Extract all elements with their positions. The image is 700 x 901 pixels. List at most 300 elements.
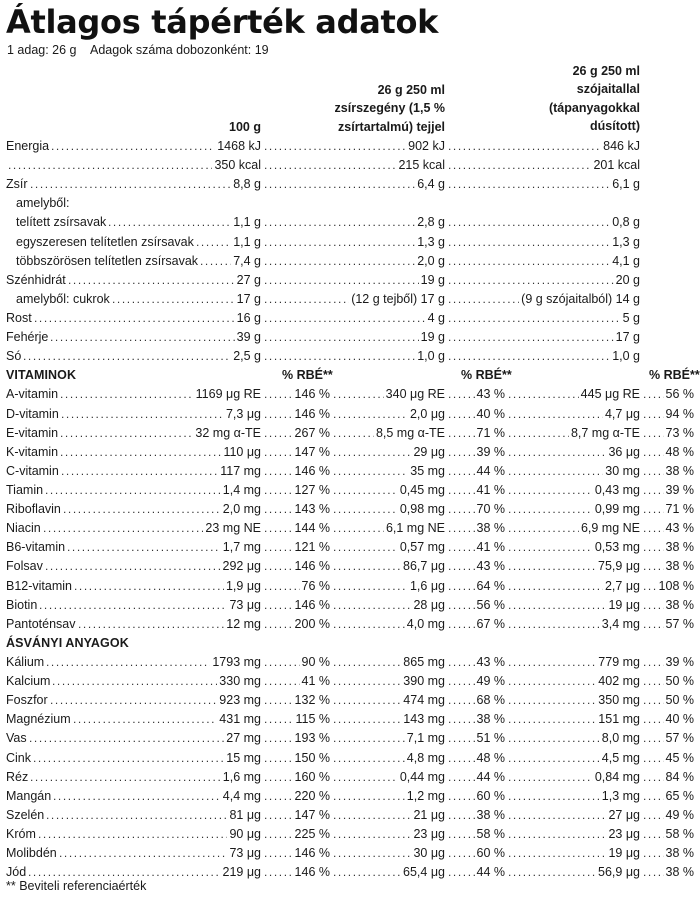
value-a xyxy=(78,615,261,634)
rbe-b xyxy=(448,385,505,404)
dot-leader xyxy=(34,309,235,328)
value-text: 19 μg xyxy=(608,846,640,861)
dot-leader xyxy=(508,557,596,576)
rbe-a xyxy=(264,691,330,710)
dot-leader xyxy=(46,653,210,672)
nutrient-row xyxy=(0,577,700,596)
value-c xyxy=(508,385,640,404)
value-text: 0,44 mg xyxy=(399,769,445,784)
rbe-c xyxy=(643,443,694,462)
rbe-b xyxy=(448,500,505,519)
value-text: 4,0 mg xyxy=(406,616,445,631)
nutrient-label: Zsír xyxy=(6,177,28,192)
value-text: 350 kcal xyxy=(214,158,261,173)
value-b xyxy=(333,615,445,634)
value-text: 1,9 μg xyxy=(225,578,261,593)
dot-leader xyxy=(333,749,405,768)
rbe-text: 39 % xyxy=(476,444,505,459)
value-b xyxy=(264,137,445,156)
nutrient-label: Jód xyxy=(6,865,27,880)
rbe-text: 48 % xyxy=(476,750,505,765)
dot-leader xyxy=(508,672,596,691)
dot-leader xyxy=(264,213,415,232)
nutrient-label: Vas xyxy=(6,731,27,746)
dot-leader xyxy=(333,462,408,481)
value-text: 2,7 μg xyxy=(604,578,640,593)
dot-leader xyxy=(30,175,231,194)
nutrient-row xyxy=(0,672,700,691)
dot-leader xyxy=(264,443,293,462)
rbe-c xyxy=(643,825,694,844)
rbe-text: 160 % xyxy=(294,769,330,784)
value-b xyxy=(333,385,445,404)
dot-leader xyxy=(53,787,221,806)
dot-leader xyxy=(643,500,664,519)
rbe-b xyxy=(448,710,505,729)
value-text: (12 g tejből) 17 g xyxy=(351,291,445,306)
value-a xyxy=(50,328,261,347)
value-text: 6,9 mg NE xyxy=(580,521,640,536)
rbe-text: 143 % xyxy=(294,502,330,517)
rbe-text: 90 % xyxy=(301,654,330,669)
dot-leader xyxy=(61,405,224,424)
rbe-a xyxy=(264,596,330,615)
value-a xyxy=(43,519,261,538)
value-b xyxy=(333,787,445,806)
value-text: 39 g xyxy=(236,330,261,345)
nutrient-row xyxy=(0,290,700,309)
value-text: 1,4 mg xyxy=(222,482,261,497)
dot-leader xyxy=(50,328,235,347)
dot-leader xyxy=(333,424,374,443)
dot-leader xyxy=(643,768,664,787)
rbe-text: 146 % xyxy=(294,463,330,478)
nutrient-label: Króm xyxy=(6,826,36,841)
rbe-text: 94 % xyxy=(665,406,694,421)
value-text: 35 mg xyxy=(410,463,445,478)
rbe-a xyxy=(264,557,330,576)
value-text: 73 μg xyxy=(229,846,261,861)
dot-leader xyxy=(264,710,293,729)
dot-leader xyxy=(448,844,475,863)
value-text: 21 μg xyxy=(413,807,445,822)
value-text: 29 μg xyxy=(413,444,445,459)
nutrient-label: Energia xyxy=(6,139,50,153)
nutrition-table xyxy=(0,137,700,882)
dot-leader xyxy=(63,500,221,519)
value-c xyxy=(508,557,640,576)
value-text: 390 mg xyxy=(403,674,445,689)
value-c xyxy=(508,538,640,557)
value-a xyxy=(60,385,261,404)
value-text: 0,99 mg xyxy=(594,502,640,517)
value-a xyxy=(39,596,261,615)
nutrient-label: E-vitamin xyxy=(6,425,59,440)
dot-leader xyxy=(333,405,408,424)
dot-leader xyxy=(264,653,300,672)
dot-leader xyxy=(508,500,593,519)
value-a xyxy=(34,309,261,328)
dot-leader xyxy=(643,385,664,404)
dot-leader xyxy=(448,519,475,538)
value-b xyxy=(264,156,445,175)
value-text: 1,6 μg xyxy=(409,578,445,593)
value-c xyxy=(508,424,640,443)
rbe-b xyxy=(448,424,505,443)
value-a xyxy=(45,557,261,576)
value-text: 1,2 mg xyxy=(406,788,445,803)
value-text: 1793 mg xyxy=(212,654,261,669)
dot-leader xyxy=(508,596,606,615)
dot-leader xyxy=(643,405,664,424)
rbe-b xyxy=(448,729,505,748)
dot-leader xyxy=(448,290,519,309)
value-b xyxy=(333,768,445,787)
value-c xyxy=(508,863,640,882)
rbe-a xyxy=(264,749,330,768)
nutrient-label: VITAMINOK xyxy=(6,368,77,383)
rbe-text: 38 % xyxy=(665,463,694,478)
value-text: 0,57 mg xyxy=(399,540,445,555)
rbe-a xyxy=(264,405,330,424)
rbe-b xyxy=(448,481,505,500)
dot-leader xyxy=(74,577,224,596)
value-text: 30 mg xyxy=(605,463,640,478)
dot-leader xyxy=(643,844,664,863)
rbe-text: 38 % xyxy=(665,559,694,574)
rbe-text: 48 % xyxy=(665,444,694,459)
rbe-text: 144 % xyxy=(294,521,330,536)
value-b xyxy=(264,271,445,290)
value-text: 7,3 μg xyxy=(225,406,261,421)
nutrient-label: Magnézium xyxy=(6,712,71,727)
rbe-text: 68 % xyxy=(476,693,505,708)
rbe-text: 57 % xyxy=(665,731,694,746)
dot-leader xyxy=(448,156,591,175)
value-c xyxy=(448,213,640,232)
value-b xyxy=(333,825,445,844)
dot-leader xyxy=(60,385,194,404)
rbe-c xyxy=(643,691,694,710)
dot-leader xyxy=(264,615,293,634)
dot-leader xyxy=(264,863,293,882)
rbe-a xyxy=(264,710,330,729)
rbe-text: 73 % xyxy=(665,425,694,440)
rbe-b xyxy=(448,863,505,882)
rbe-text: 200 % xyxy=(294,616,330,631)
rbe-c xyxy=(643,500,694,519)
column-header-with-milk: 26 g 250 ml zsírszegény (1,5 % zsírtartalmú) tejjel xyxy=(334,83,445,134)
dot-leader xyxy=(643,424,664,443)
rbe-a xyxy=(264,787,330,806)
dot-leader xyxy=(508,443,606,462)
dot-leader xyxy=(264,538,293,557)
dot-leader xyxy=(508,481,593,500)
nutrient-row xyxy=(0,653,700,672)
rbe-text: 41 % xyxy=(476,540,505,555)
rbe-text: 60 % xyxy=(476,846,505,861)
nutrient-label: Pantoténsav xyxy=(6,616,76,631)
value-c xyxy=(508,672,640,691)
dot-leader xyxy=(264,347,415,366)
rbe-text: 43 % xyxy=(476,559,505,574)
value-text: 17 g xyxy=(236,291,261,306)
value-c xyxy=(448,137,640,156)
dot-leader xyxy=(45,557,221,576)
rbe-a xyxy=(264,577,330,596)
dot-leader xyxy=(264,596,293,615)
dot-leader xyxy=(508,462,603,481)
value-a xyxy=(112,290,261,309)
nutrient-row xyxy=(0,844,700,863)
dot-leader xyxy=(264,156,396,175)
value-text: 2,0 μg xyxy=(409,406,445,421)
section-heading-row xyxy=(0,366,700,385)
nutrient-row xyxy=(0,615,700,634)
rbe-a xyxy=(264,863,330,882)
value-text: 32 mg α-TE xyxy=(195,425,261,440)
dot-leader xyxy=(264,768,293,787)
value-b xyxy=(264,252,445,271)
dot-leader xyxy=(643,863,664,882)
dot-leader xyxy=(196,233,231,252)
dot-leader xyxy=(508,577,603,596)
dot-leader xyxy=(264,691,293,710)
value-text: 12 mg xyxy=(226,616,261,631)
dot-leader xyxy=(448,405,475,424)
dot-leader xyxy=(643,519,664,538)
value-a xyxy=(8,156,261,175)
dot-leader xyxy=(508,424,569,443)
rbe-a xyxy=(264,615,330,634)
value-text: 902 kJ xyxy=(408,139,445,153)
dot-leader xyxy=(448,481,475,500)
dot-leader xyxy=(448,596,475,615)
dot-leader xyxy=(643,596,664,615)
rbe-b xyxy=(448,806,505,825)
value-text: 402 mg xyxy=(598,674,640,689)
rbe-b xyxy=(448,691,505,710)
value-text: 330 mg xyxy=(219,674,261,689)
value-c xyxy=(508,787,640,806)
nutrient-row xyxy=(0,825,700,844)
rbe-text: 60 % xyxy=(476,788,505,803)
dot-leader xyxy=(23,347,231,366)
dot-leader xyxy=(448,615,475,634)
value-text: 292 μg xyxy=(222,559,261,574)
dot-leader xyxy=(59,844,227,863)
value-text: 3,4 mg xyxy=(601,616,640,631)
value-text: 6,1 g xyxy=(612,177,640,192)
dot-leader xyxy=(508,405,603,424)
rbe-a xyxy=(264,481,330,500)
dot-leader xyxy=(51,137,215,156)
dot-leader xyxy=(78,615,224,634)
dot-leader xyxy=(643,749,664,768)
value-a xyxy=(33,749,261,768)
value-a xyxy=(200,252,261,271)
value-b xyxy=(333,844,445,863)
nutrient-row xyxy=(0,233,700,252)
value-text: 0,8 g xyxy=(612,215,640,230)
value-text: 6,4 g xyxy=(417,177,445,192)
rbe-c xyxy=(643,557,694,576)
nutrient-row xyxy=(0,787,700,806)
value-text: 2,8 g xyxy=(417,215,445,230)
value-b xyxy=(333,577,445,596)
dot-leader xyxy=(264,844,293,863)
value-c xyxy=(508,615,640,634)
value-text: 19 μg xyxy=(608,597,640,612)
nutrient-row xyxy=(0,557,700,576)
dot-leader xyxy=(508,691,596,710)
dot-leader xyxy=(508,863,596,882)
value-text: 0,98 mg xyxy=(399,502,445,517)
rbe-a xyxy=(264,443,330,462)
dot-leader xyxy=(50,691,217,710)
dot-leader xyxy=(333,519,384,538)
dot-leader xyxy=(643,691,664,710)
value-text: 73 μg xyxy=(229,597,261,612)
value-text: 431 mg xyxy=(219,712,261,727)
nutrient-row xyxy=(0,500,700,519)
dot-leader xyxy=(52,672,217,691)
rbe-text: 39 % xyxy=(665,482,694,497)
dot-leader xyxy=(73,710,217,729)
nutrient-row xyxy=(0,749,700,768)
rbe-text: 71 % xyxy=(665,502,694,517)
rbe-c xyxy=(643,519,694,538)
dot-leader xyxy=(448,443,475,462)
rbe-text: 44 % xyxy=(476,865,505,880)
value-b xyxy=(333,749,445,768)
rbe-text: 38 % xyxy=(476,807,505,822)
dot-leader xyxy=(643,481,664,500)
nutrient-label: K-vitamin xyxy=(6,444,59,459)
dot-leader xyxy=(448,328,614,347)
rbe-text: 146 % xyxy=(294,387,330,402)
nutrient-row xyxy=(0,481,700,500)
nutrient-row xyxy=(0,538,700,557)
value-a xyxy=(46,653,261,672)
value-c xyxy=(508,749,640,768)
dot-leader xyxy=(643,729,664,748)
dot-leader xyxy=(643,653,664,672)
nutrient-label: Kalcium xyxy=(6,674,51,689)
value-text: 1,7 mg xyxy=(222,540,261,555)
value-b xyxy=(333,557,445,576)
value-b xyxy=(333,462,445,481)
value-text: 0,53 mg xyxy=(594,540,640,555)
rbe-text: 38 % xyxy=(476,521,505,536)
rbe-b xyxy=(448,768,505,787)
rbe-text: 84 % xyxy=(665,769,694,784)
page-title: Átlagos tápérték adatok xyxy=(6,3,439,41)
value-c xyxy=(508,405,640,424)
value-text: 15 mg xyxy=(226,750,261,765)
dot-leader xyxy=(448,710,475,729)
rbe-text: 58 % xyxy=(665,826,694,841)
dot-leader xyxy=(264,749,293,768)
value-b xyxy=(333,500,445,519)
dot-leader xyxy=(264,825,293,844)
dot-leader xyxy=(8,156,212,175)
dot-leader xyxy=(448,137,601,156)
nutrient-label: Szénhidrát xyxy=(6,272,66,287)
dot-leader xyxy=(448,213,610,232)
dot-leader xyxy=(508,787,600,806)
dot-leader xyxy=(448,768,475,787)
dot-leader xyxy=(61,462,218,481)
rbe-text: 50 % xyxy=(665,693,694,708)
value-text: 20 g xyxy=(615,272,640,287)
rbe-b xyxy=(448,749,505,768)
rbe-text: 39 % xyxy=(665,654,694,669)
rbe-a xyxy=(264,462,330,481)
rbe-c xyxy=(643,481,694,500)
value-b xyxy=(333,863,445,882)
dot-leader xyxy=(333,538,398,557)
value-text: 19 g xyxy=(420,330,445,345)
dot-leader xyxy=(333,806,411,825)
dot-leader xyxy=(333,443,411,462)
dot-leader xyxy=(264,252,415,271)
dot-leader xyxy=(67,538,221,557)
dot-leader xyxy=(448,557,475,576)
value-text: 923 mg xyxy=(219,693,261,708)
dot-leader xyxy=(264,290,349,309)
nutrient-label: többszörösen telítetlen zsírsavak xyxy=(16,253,199,268)
value-a xyxy=(61,405,261,424)
value-text: 151 mg xyxy=(598,712,640,727)
rbe-text: 193 % xyxy=(294,731,330,746)
nutrient-row xyxy=(0,424,700,443)
nutrient-label: Niacin xyxy=(6,521,41,536)
rbe-column-header: % RBÉ** xyxy=(461,368,512,383)
rbe-text: 41 % xyxy=(301,674,330,689)
rbe-text: 146 % xyxy=(294,865,330,880)
rbe-text: 56 % xyxy=(476,597,505,612)
value-text: 6,1 mg NE xyxy=(385,521,445,536)
rbe-text: 147 % xyxy=(294,444,330,459)
value-c xyxy=(508,844,640,863)
value-b xyxy=(333,443,445,462)
value-text: 19 g xyxy=(420,272,445,287)
value-text: 4,5 mg xyxy=(601,750,640,765)
rbe-a xyxy=(264,768,330,787)
rbe-a xyxy=(264,672,330,691)
nutrient-label: Szelén xyxy=(6,807,45,822)
value-text: 0,45 mg xyxy=(399,482,445,497)
dot-leader xyxy=(264,462,293,481)
rbe-b xyxy=(448,557,505,576)
value-c xyxy=(508,691,640,710)
nutrient-label: amelyből: xyxy=(16,196,70,211)
nutrient-row xyxy=(0,405,700,424)
nutrient-label: Foszfor xyxy=(6,693,48,708)
rbe-text: 115 % xyxy=(295,712,330,727)
rbe-c xyxy=(643,844,694,863)
rbe-text: 43 % xyxy=(476,387,505,402)
dot-leader xyxy=(264,424,293,443)
value-text: 36 μg xyxy=(608,444,640,459)
value-text: 4,7 μg xyxy=(604,406,640,421)
rbe-b xyxy=(448,538,505,557)
value-text: 2,5 g xyxy=(233,349,261,364)
value-text: (9 g szójaitalból) 14 g xyxy=(521,291,640,306)
dot-leader xyxy=(508,615,600,634)
rbe-b xyxy=(448,462,505,481)
